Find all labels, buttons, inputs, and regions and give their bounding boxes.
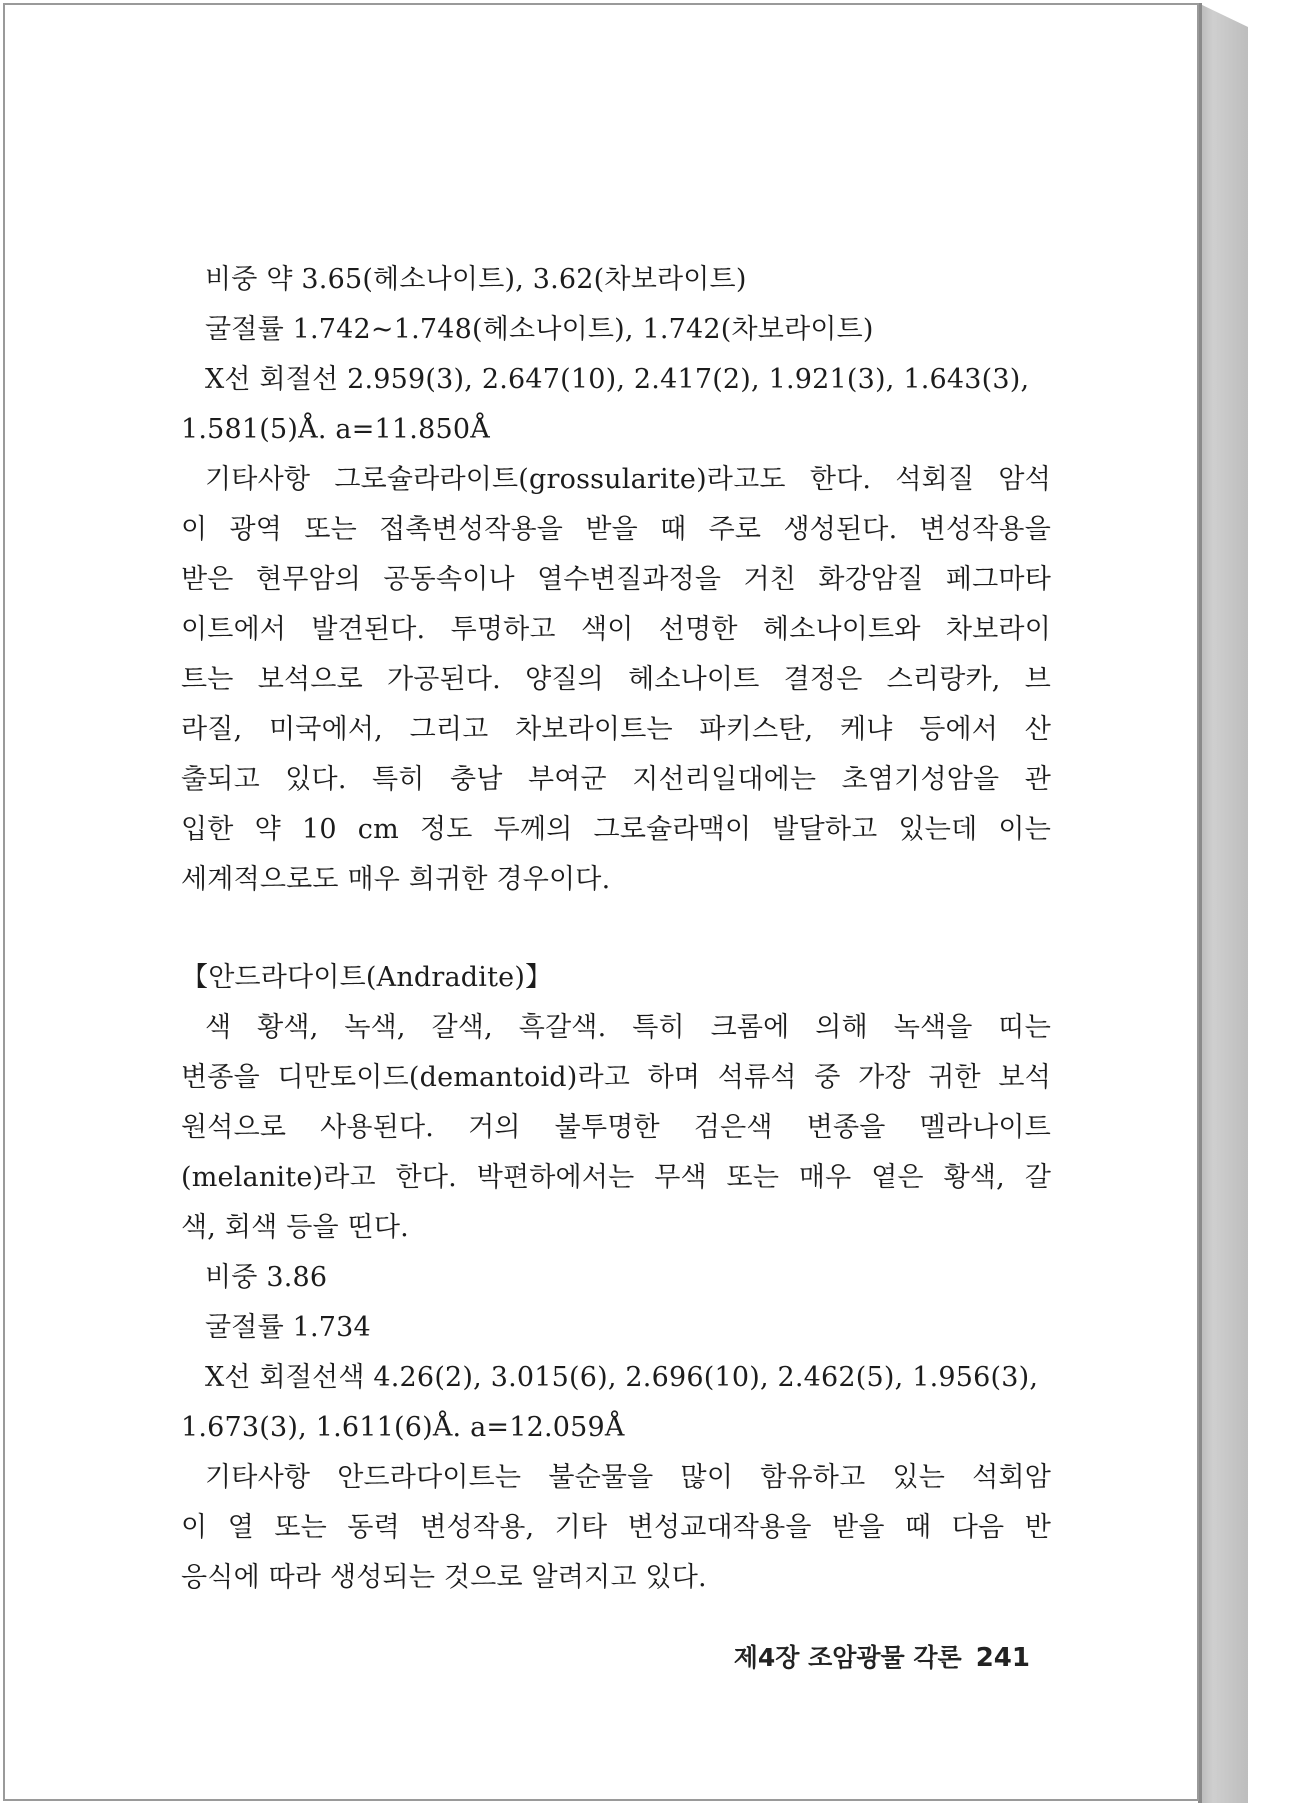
andradite-color-line: 변종을 디만토이드(demantoid)라고 하며 석류석 중 가장 귀한 보석 bbox=[181, 1062, 1051, 1093]
page-number: 241 bbox=[975, 1643, 1030, 1673]
andradite-refractive-index: 굴절률 1.734 bbox=[205, 1312, 371, 1343]
andradite-color-line: 색 황색, 녹색, 갈색, 흑갈색. 특히 크롬에 의해 녹색을 띠는 bbox=[205, 1012, 1051, 1043]
page-footer bbox=[700, 1638, 1030, 1674]
grossular-notes-line: 출되고 있다. 특히 충남 부여군 지선리일대에는 초염기성암을 관 bbox=[181, 764, 1051, 795]
andradite-notes-line: 기타사항 안드라다이트는 불순물을 많이 함유하고 있는 석회암 bbox=[205, 1462, 1051, 1493]
page-body bbox=[181, 255, 1051, 1603]
grossular-notes-line: 받은 현무암의 공동속이나 열수변질과정을 거친 화강암질 페그마타 bbox=[181, 564, 1051, 595]
andradite-notes-line: 응식에 따라 생성되는 것으로 알려지고 있다. bbox=[181, 1562, 707, 1593]
grossular-notes-line: 기타사항 그로슐라라이트(grossularite)라고도 한다. 석회질 암석 bbox=[205, 464, 1051, 495]
andradite-color-line: 원석으로 사용된다. 거의 불투명한 검은색 변종을 멜라나이트 bbox=[181, 1112, 1051, 1143]
grossular-refractive-index: 굴절률 1.742~1.748(헤소나이트), 1.742(차보라이트) bbox=[205, 314, 874, 345]
andradite-specific-gravity: 비중 3.86 bbox=[205, 1262, 328, 1293]
grossular-xray-line-cont: 1.581(5)Å. a=11.850Å bbox=[181, 414, 490, 445]
grossular-notes-line: 이 광역 또는 접촉변성작용을 받을 때 주로 생성된다. 변성작용을 bbox=[181, 514, 1051, 545]
grossular-notes-line: 이트에서 발견된다. 투명하고 색이 선명한 헤소나이트와 차보라이 bbox=[181, 614, 1051, 645]
andradite-color-line: 색, 회색 등을 띤다. bbox=[181, 1212, 409, 1243]
andradite-heading: 【안드라다이트(Andradite)】 bbox=[181, 962, 553, 993]
andradite-notes-line: 이 열 또는 동력 변성작용, 기타 변성교대작용을 받을 때 다음 반 bbox=[181, 1512, 1051, 1543]
andradite-xray-line-cont: 1.673(3), 1.611(6)Å. a=12.059Å bbox=[181, 1412, 625, 1443]
andradite-color-line: (melanite)라고 한다. 박편하에서는 무색 또는 매우 옅은 황색, 갈 bbox=[181, 1162, 1051, 1193]
andradite-xray-line: X선 회절선색 4.26(2), 3.015(6), 2.696(10), 2.462(5), 1.956(3), bbox=[205, 1362, 1039, 1393]
chapter-title: 제4장 조암광물 각론 bbox=[733, 1643, 962, 1672]
grossular-xray-line: X선 회절선 2.959(3), 2.647(10), 2.417(2), 1.921(3), 1.643(3), bbox=[205, 364, 1030, 395]
grossular-specific-gravity: 비중 약 3.65(헤소나이트), 3.62(차보라이트) bbox=[205, 264, 747, 295]
grossular-notes-line: 라질, 미국에서, 그리고 차보라이트는 파키스탄, 케냐 등에서 산 bbox=[181, 714, 1051, 745]
grossular-notes-line: 트는 보석으로 가공된다. 양질의 헤소나이트 결정은 스리랑카, 브 bbox=[181, 664, 1051, 695]
section-gap bbox=[181, 905, 1051, 953]
book-spine bbox=[1198, 3, 1248, 1803]
grossular-notes-line: 세계적으로도 매우 희귀한 경우이다. bbox=[181, 864, 611, 895]
grossular-notes-line: 입한 약 10 cm 정도 두께의 그로슐라맥이 발달하고 있는데 이는 bbox=[181, 814, 1051, 845]
